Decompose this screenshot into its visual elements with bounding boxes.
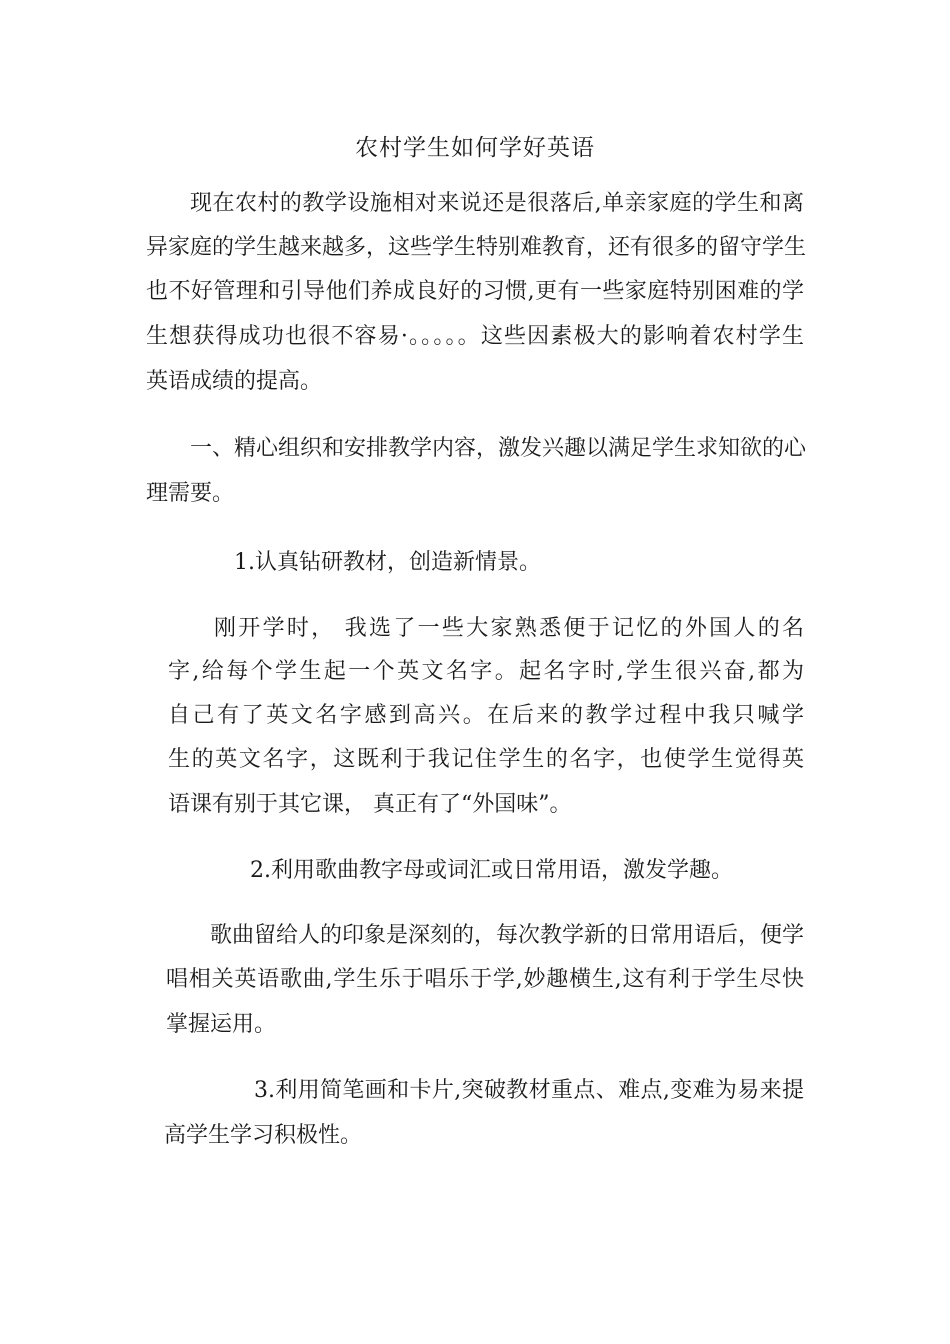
item-1-body-line-5: 语课有别于其它课， 真正有了“外国味”。 (168, 792, 572, 817)
item-1-heading: 1.认真钻研教材，创造新情景。 (234, 550, 541, 575)
item-1-body-line-1: 刚开学时， 我选了一些大家熟悉便于记忆的外国人的名 (214, 616, 804, 641)
item-1-body-line-4: 生的英文名字，这既利于我记住学生的名字，也使学生觉得英 (168, 747, 804, 772)
section-1-line-2: 理需要。 (146, 481, 235, 506)
item-2-body-line-1: 歌曲留给人的印象是深刻的，每次教学新的日常用语后，便学 (210, 923, 805, 948)
intro-line-2: 异家庭的学生越来越多，这些学生特别难教育，还有很多的留守学生 (146, 235, 807, 260)
item-1-body-line-2: 字,给每个学生起一个英文名字。起名字时,学生很兴奋,都为 (168, 659, 804, 684)
item-2-body-line-2: 唱相关英语歌曲,学生乐于唱乐于学,妙趣横生,这有利于学生尽快 (166, 967, 804, 992)
item-2-heading: 2.利用歌曲教字母或词汇或日常用语，激发学趣。 (250, 858, 733, 883)
section-1-line-1: 一、精心组织和安排教学内容，激发兴趣以满足学生求知欲的心 (190, 436, 807, 461)
item-3-line-1: 3.利用简笔画和卡片,突破教材重点、难点,变难为易来提 (254, 1078, 804, 1103)
item-3-line-2: 高学生学习积极性。 (164, 1123, 363, 1148)
intro-line-5: 英语成绩的提高。 (146, 369, 323, 394)
intro-line-1: 现在农村的教学设施相对来说还是很落后,单亲家庭的学生和离 (190, 191, 804, 216)
intro-line-4: 生想获得成功也很不容易·。。。。。这些因素极大的影响着农村学生 (146, 324, 804, 349)
item-2-body-line-3: 掌握运用。 (166, 1012, 277, 1037)
intro-line-3: 也不好管理和引导他们养成良好的习惯,更有一些家庭特别困难的学 (146, 279, 804, 304)
item-1-body-line-3: 自己有了英文名字感到高兴。在后来的教学过程中我只喊学 (168, 703, 804, 728)
document-title: 农村学生如何学好英语 (355, 135, 595, 161)
